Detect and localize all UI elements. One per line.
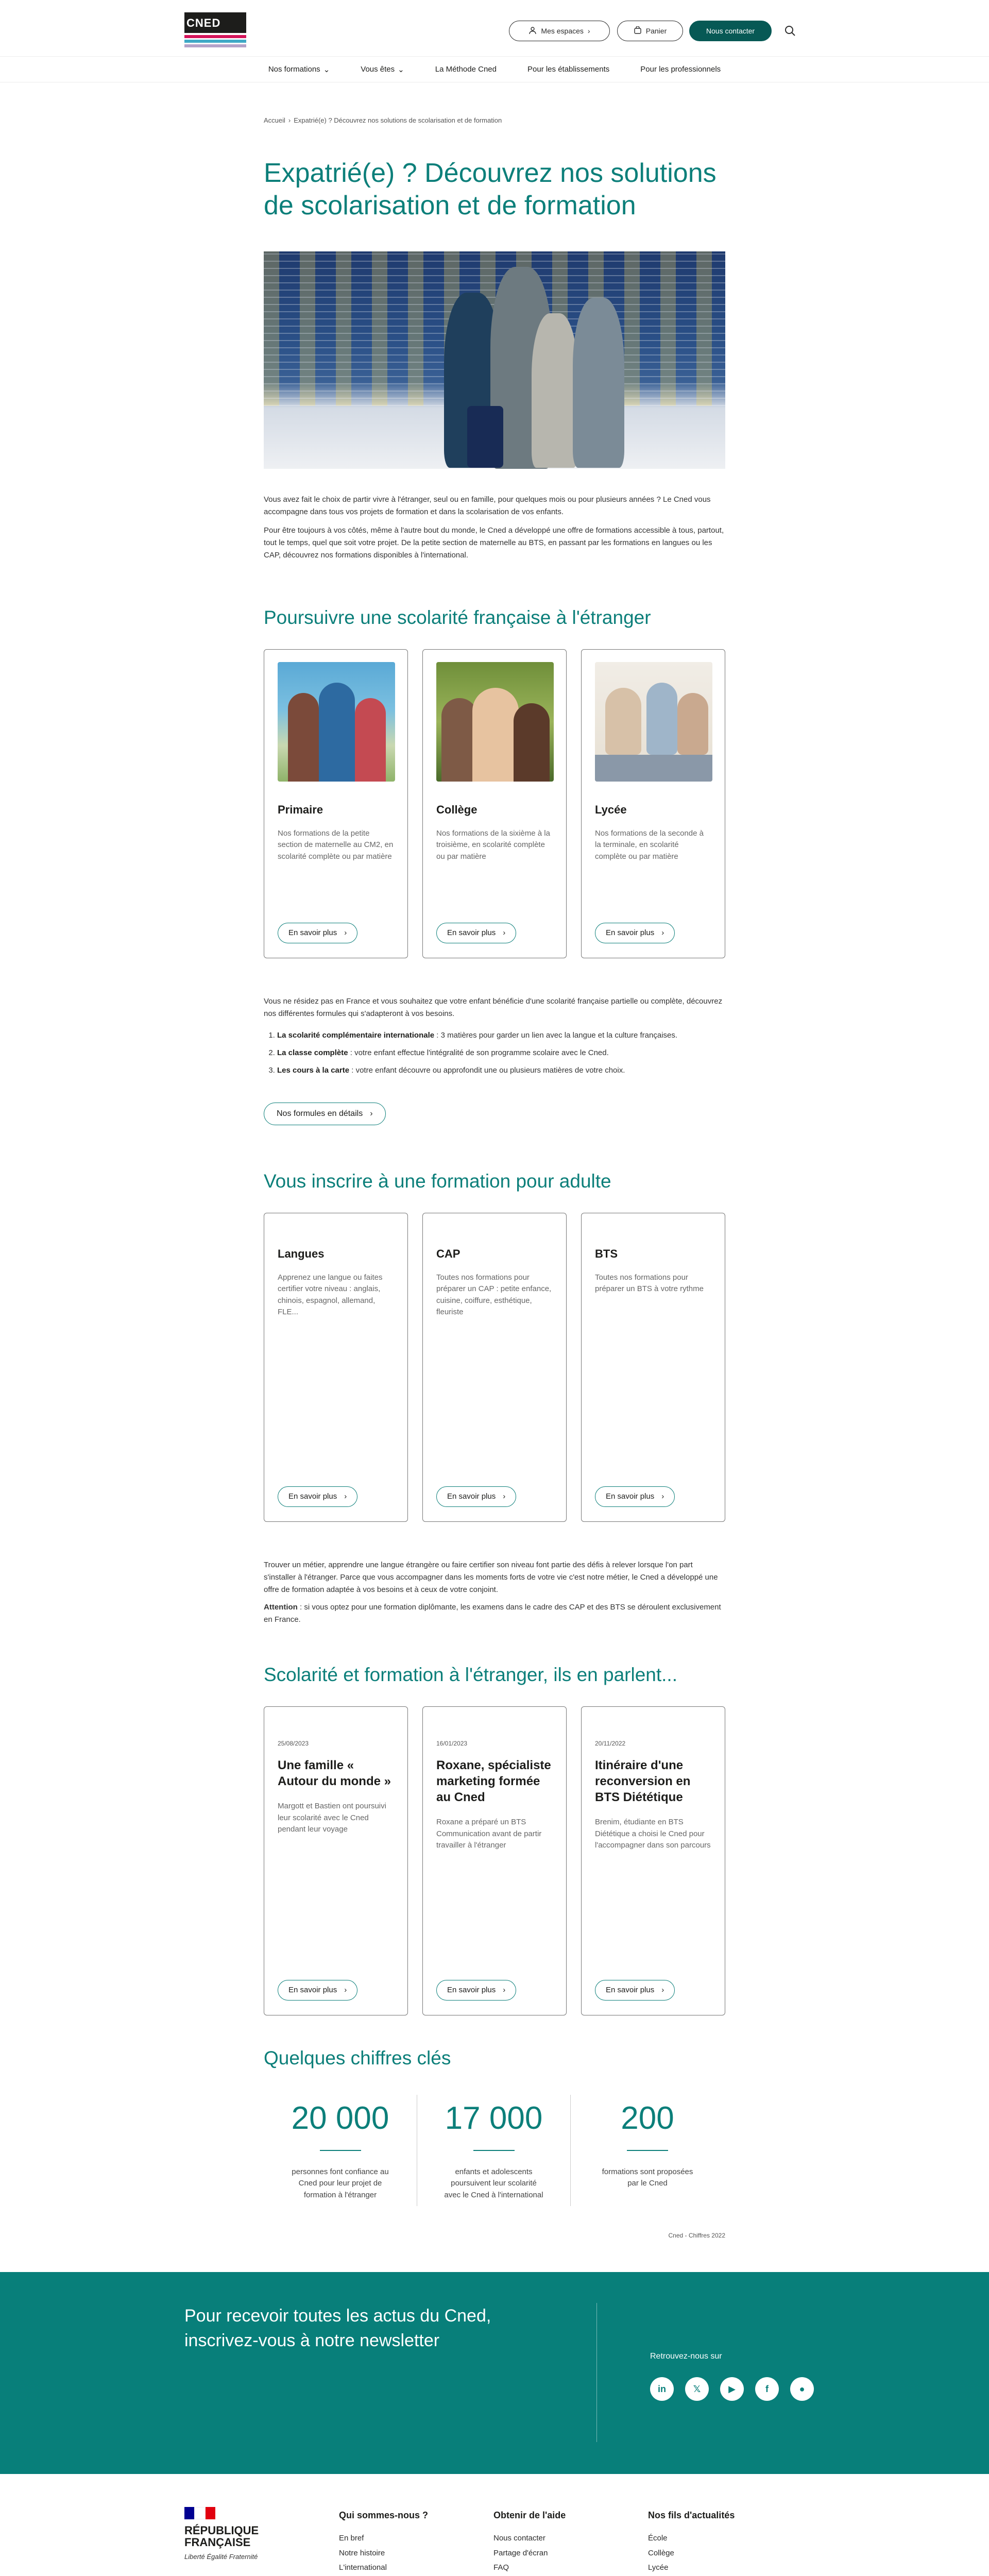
formules-text: Vous ne résidez pas en France et vous souhaitez que votre enfant bénéficie d'une scolarité française partielle ou complète, découvrez nos différentes formules qui s'adapteront à vos besoins. 1. La scolarité complémentaire internationale : 3 matières pour garder un lien avec la langue et la culture françaises. 2. La classe complète : votre enfant effectue l'intégralité de son programme scolaire avec le Cned. 3. Les cours à la carte : votre enfant découvre ou approfondit une ou plusieurs matières de votre choix. [264, 995, 725, 1077]
footer-col-qui-sommes-nous: Qui sommes-nous ? En bref Notre histoire L'international [339, 2510, 483, 2576]
chevron-right-icon: › [344, 1492, 347, 1501]
en-savoir-plus-button[interactable]: En savoir plus › [278, 923, 357, 943]
en-savoir-plus-button[interactable]: En savoir plus › [595, 923, 675, 943]
en-savoir-plus-button[interactable]: En savoir plus › [278, 1980, 357, 2001]
adulte-cards [264, 1213, 725, 1522]
stat-item: 17 000 enfants et adolescents poursuivent leur scolarité avec le Cned à l'international [417, 2095, 571, 2207]
mes-espaces-label: Mes espaces [541, 27, 584, 35]
main-nav [0, 57, 989, 82]
college-image [436, 662, 554, 782]
card-primaire[interactable]: Primaire Nos formations de la petite section de maternelle au CM2, en scolarité complète ou par matière En savoir plus › [264, 649, 408, 958]
footer-link[interactable]: Partage d'écran [493, 2548, 548, 2557]
card-temoignage[interactable]: 20/11/2022 Itinéraire d'une reconversion en BTS Diététique Brenim, étudiante en BTS Diététique a choisi le Cned pour l'accompagner dans son parcours En savoir plus › [581, 1706, 725, 2015]
adulte-text: Trouver un métier, apprendre une langue étrangère ou faire certifier son niveau font partie des défis à relever lorsque l'on part s'installer à l'étranger. Parce que vous accompagner dans les moments forts de votre vie c'est notre métier, le Cned a développé une offre de formation adaptée à vos besoins et à ceux de votre conjoint. Attention : si vous optez pour une formation diplômante, les examens dans le cadre des CAP et des BTS se déroulent exclusivement en France. [264, 1560, 721, 1624]
footer-link[interactable]: L'international [339, 2563, 387, 2572]
temoignages-cards [264, 1706, 725, 2015]
logo-text: CNED [184, 12, 246, 33]
nav-item-vous-etes[interactable]: Vous êtes ⌄ [361, 65, 404, 74]
nous-contacter-button[interactable]: Nous contacter [689, 21, 772, 41]
stat-item: 200 formations sont proposées par le Cned [602, 2100, 693, 2188]
breadcrumb-current: Expatrié(e) ? Découvrez nos solutions de scolarisation et de formation [294, 116, 502, 124]
linkedin-icon[interactable]: in [650, 2377, 674, 2401]
footer-col-actualites: Nos fils d'actualités École Collège Lycée [648, 2510, 792, 2576]
en-savoir-plus-button[interactable]: En savoir plus › [595, 1980, 675, 2001]
footer-link[interactable]: Lycée [648, 2563, 669, 2572]
chevron-right-icon: › [661, 1986, 664, 1995]
list-item: 2. La classe complète : votre enfant effectue l'intégralité de son programme scolaire avec le Cned. [277, 1047, 725, 1059]
social-links [650, 2377, 814, 2401]
card-bts[interactable]: BTS Toutes nos formations pour préparer un BTS à votre rythme En savoir plus › [581, 1213, 725, 1522]
stat-item: 20 000 personnes font confiance au Cned pour leur projet de formation à l'étranger [264, 2095, 417, 2207]
nav-item-etablissements[interactable]: Pour les établissements [527, 65, 610, 74]
main-content [264, 116, 725, 2239]
chevron-down-icon: ⌄ [398, 65, 404, 74]
stats-row [264, 2095, 725, 2207]
footer-link[interactable]: Notre histoire [339, 2548, 385, 2557]
nav-item-nos-formations[interactable]: Nos formations ⌄ [268, 65, 330, 74]
intro-text: Vous avez fait le choix de partir vivre à l'étranger, seul ou en famille, pour quelques mois ou pour plusieurs années ? Le Cned vous accompagne dans tous vos projets de formation et dans la scolarisation de vos enfants. Pour être toujours à vos côtés, même à l'autre bout du monde, le Cned a développé une offre de formations accessible à tous, partout, tout le temps, quel que soit votre projet. De la petite section de maternelle au BTS, en passant par les formations en langues ou les CAP, découvrez nos formations disponibles à l'international. [264, 495, 724, 560]
en-savoir-plus-button[interactable]: En savoir plus › [595, 1486, 675, 1507]
cart-icon [634, 26, 642, 36]
lycee-image [595, 662, 712, 782]
hero-image [264, 251, 725, 469]
user-icon [528, 26, 537, 36]
list-item: 3. Les cours à la carte : votre enfant découvre ou approfondit une ou plusieurs matières de votre choix. [277, 1064, 725, 1077]
chevron-right-icon: › [587, 27, 590, 35]
mes-espaces-button[interactable] [509, 21, 610, 41]
breadcrumb-home[interactable]: Accueil [264, 116, 285, 124]
footer-col-aide: Obtenir de l'aide Nous contacter Partage d'écran FAQ [493, 2510, 596, 2576]
chevron-right-icon: › [661, 1492, 664, 1501]
stats-source: Cned - Chiffres 2022 [668, 2232, 725, 2240]
newsletter-banner [0, 2272, 989, 2474]
youtube-icon[interactable]: ▶ [720, 2377, 744, 2401]
site-footer [0, 2474, 989, 2576]
chevron-down-icon: ⌄ [323, 65, 330, 74]
card-cap[interactable]: CAP Toutes nos formations pour préparer un CAP : petite enfance, cuisine, coiffure, esthétique, fleuriste En savoir plus › [422, 1213, 567, 1522]
footer-link[interactable]: Collège [648, 2548, 674, 2557]
newsletter-title[interactable]: Pour recevoir toutes les actus du Cned, inscrivez-vous à notre newsletter [184, 2306, 491, 2350]
formules-details-button[interactable]: Nos formules en détails › [264, 1103, 386, 1125]
chevron-right-icon: › [344, 928, 347, 938]
facebook-icon[interactable]: f [755, 2377, 779, 2401]
section-temoignages-title: Scolarité et formation à l'étranger, ils en parlent... [264, 1664, 677, 1685]
panier-button[interactable] [617, 21, 683, 41]
cned-logo[interactable] [184, 12, 246, 47]
section-scolarite-title: Poursuivre une scolarité française à l'étranger [264, 606, 651, 628]
section-adulte-title: Vous inscrire à une formation pour adulte [264, 1170, 611, 1192]
x-icon[interactable]: 𝕏 [685, 2377, 709, 2401]
search-icon[interactable] [783, 24, 797, 38]
panier-label: Panier [645, 27, 667, 35]
footer-link[interactable]: En bref [339, 2534, 364, 2543]
card-lycee[interactable]: Lycée Nos formations de la seconde à la terminale, en scolarité complète ou par matière En savoir plus › [581, 649, 725, 958]
page-title: Expatrié(e) ? Découvrez nos solutions de scolarisation et de formation [264, 158, 717, 221]
en-savoir-plus-button[interactable]: En savoir plus › [436, 923, 516, 943]
site-header [0, 0, 989, 57]
card-college[interactable]: Collège Nos formations de la sixième à la troisième, en scolarité complète ou par matière En savoir plus › [422, 649, 567, 958]
chevron-right-icon: › [344, 1986, 347, 1995]
chevron-right-icon: › [370, 1109, 373, 1118]
follow-label: Retrouvez-nous sur [650, 2352, 722, 2361]
en-savoir-plus-button[interactable]: En savoir plus › [436, 1486, 516, 1507]
nav-item-methode[interactable]: La Méthode Cned [435, 65, 497, 74]
podcast-icon[interactable]: ● [790, 2377, 814, 2401]
breadcrumb: Accueil › Expatrié(e) ? Découvrez nos solutions de scolarisation et de formation [264, 116, 502, 124]
card-langues[interactable]: Langues Apprenez une langue ou faites certifier votre niveau : anglais, chinois, espagnol, allemand, FLE... En savoir plus › [264, 1213, 408, 1522]
en-savoir-plus-button[interactable]: En savoir plus › [278, 1486, 357, 1507]
footer-link[interactable]: Nous contacter [493, 2534, 545, 2543]
stats-title: Quelques chiffres clés [264, 2047, 451, 2069]
chevron-right-icon: › [661, 928, 664, 938]
primaire-image [278, 662, 395, 782]
republique-francaise-logo[interactable]: RÉPUBLIQUE FRANÇAISE Liberté Égalité Fraternité [184, 2507, 267, 2561]
card-temoignage[interactable]: 25/08/2023 Une famille « Autour du monde » Margott et Bastien ont poursuivi leur scolarité avec le Cned pendant leur voyage En savoir plus › [264, 1706, 408, 2015]
scolarite-cards [264, 649, 725, 958]
chevron-right-icon: › [503, 1492, 506, 1501]
en-savoir-plus-button[interactable]: En savoir plus › [436, 1980, 516, 2001]
card-temoignage[interactable]: 16/01/2023 Roxane, spécialiste marketing formée au Cned Roxane a préparé un BTS Communication avant de partir travailler à l'étranger En savoir plus › [422, 1706, 567, 2015]
list-item: 1. La scolarité complémentaire internationale : 3 matières pour garder un lien avec la langue et la culture françaises. [277, 1029, 725, 1042]
footer-link[interactable]: École [648, 2534, 668, 2543]
chevron-right-icon: › [503, 928, 506, 938]
nav-item-professionnels[interactable]: Pour les professionnels [640, 65, 721, 74]
footer-link[interactable]: FAQ [493, 2563, 509, 2572]
chevron-right-icon: › [503, 1986, 506, 1995]
